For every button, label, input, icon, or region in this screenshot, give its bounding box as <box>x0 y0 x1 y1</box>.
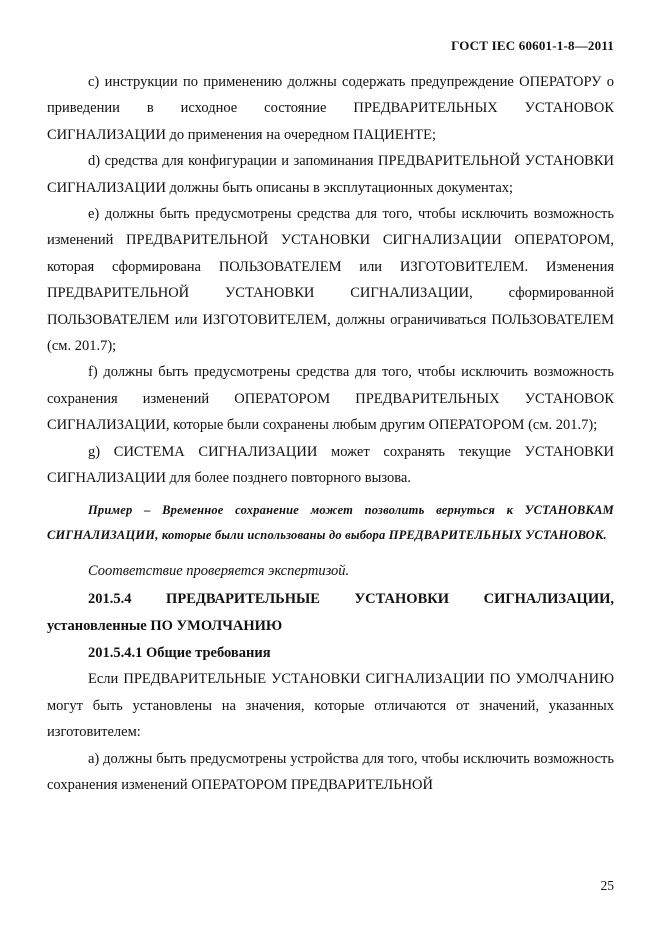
paragraph-g: g) СИСТЕМА СИГНАЛИЗАЦИИ может сохранять текущие УСТАНОВКИ СИГНАЛИЗАЦИИ для более позднего повторного вызова. <box>47 443 614 487</box>
paragraph-f: f) должны быть предусмотрены средства для того, чтобы исключить возможность сохранения изменений ОПЕРАТОРОМ ПРЕДВАРИТЕЛЬНЫХ УСТАНОВОК СИГНАЛИЗАЦИИ, которые были сохранены любым другим ОПЕРАТОРОМ (см. 201.7); <box>47 364 614 434</box>
example-note: Пример – Временное сохранение может позволить вернуться к УСТАНОВКАМ СИГНАЛИЗАЦИИ, которые были использованы до выбора ПРЕДВАРИТЕЛЬНЫХ УСТАНОВОК. <box>47 502 614 542</box>
document-body <box>47 69 614 798</box>
paragraph-c: с) инструкции по применению должны содержать предупреждение ОПЕРАТОРУ о приведении в исходное состояние ПРЕДВАРИТЕЛЬНЫХ УСТАНОВОК СИГНАЛИЗАЦИИ до применения на очередном ПАЦИЕНТЕ; <box>47 74 614 143</box>
section-heading: 201.5.4 ПРЕДВАРИТЕЛЬНЫЕ УСТАНОВКИ СИГНАЛИЗАЦИИ, установленные ПО УМОЛЧАНИЮ <box>47 590 614 634</box>
section-intro: Если ПРЕДВАРИТЕЛЬНЫЕ УСТАНОВКИ СИГНАЛИЗАЦИИ ПО УМОЛЧАНИЮ могут быть установлены на значения, которые отличаются от значений, указанных изготовителем: <box>47 671 614 741</box>
conformity-statement: Соответствие проверяется экспертизой. <box>88 562 350 579</box>
paragraph-d: d) средства для конфигурации и запоминания ПРЕДВАРИТЕЛЬНОЙ УСТАНОВКИ СИГНАЛИЗАЦИИ должны быть описаны в эксплутационных документах; <box>47 153 614 196</box>
list-item-a: а) должны быть предусмотрены устройства для того, чтобы исключить возможность сохранения изменений ОПЕРАТОРОМ ПРЕДВАРИТЕЛЬНОЙ <box>47 750 614 793</box>
paragraph-e: е) должны быть предусмотрены средства для того, чтобы исключить возможность изменений ПРЕДВАРИТЕЛЬНОЙ УСТАНОВКИ СИГНАЛИЗАЦИИ ОПЕРАТОРОМ, которая сформирована ПОЛЬЗОВАТЕЛЕМ или ИЗГОТОВИТЕЛЕМ. Изменения ПРЕДВАРИТЕЛЬНОЙ УСТАНОВКИ СИГНАЛИЗАЦИИ, сформированной ПОЛЬЗОВАТЕЛЕМ или ИЗГОТОВИТЕЛЕМ, должны ограничиваться ПОЛЬЗОВАТЕЛЕМ (см. 201.7); <box>47 206 614 355</box>
standard-header: ГОСТ IEC 60601-1-8—2011 <box>451 38 614 53</box>
subsection-heading: 201.5.4.1 Общие требования <box>88 644 271 661</box>
page-number: 25 <box>600 878 614 893</box>
